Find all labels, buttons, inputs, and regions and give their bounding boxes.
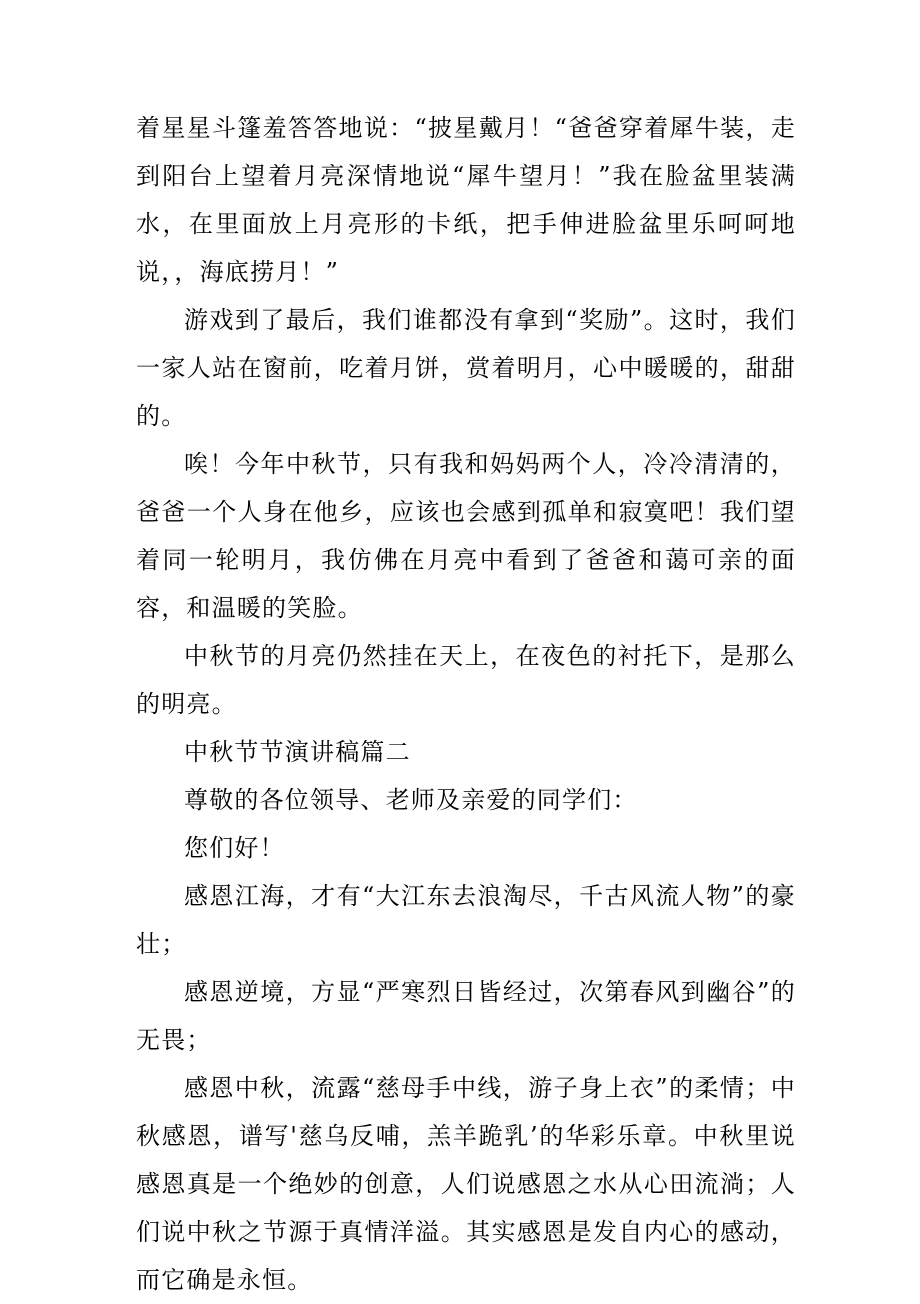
paragraph-continuation: 着星星斗篷羞答答地说：“披星戴月！“爸爸穿着犀牛装，走到阳台上望着月亮深情地说“犀牛望月！”我在脸盆里装满水，在里面放上月亮形的卡纸，把手伸进脸盆里乐呵呵地说，，海底捞月！”: [136, 114, 796, 286]
greeting: 您们好！: [184, 834, 285, 862]
paragraph-this-year: 唉！今年中秋节，只有我和妈妈两个人，冷冷清清的，爸爸一个人身在他乡，应该也会感到孤单和寂寞吧！我们望着同一轮明月，我仿佛在月亮中看到了爸爸和蔼可亲的面容，和温暖的笑脸。: [136, 450, 796, 622]
paragraph-game-ending: 游戏到了最后，我们谁都没有拿到“奖励”。这时，我们一家人站在窗前，吃着月饼，赏着明月，心中暖暖的，甜甜的。: [136, 306, 796, 430]
salutation: 尊敬的各位领导、老师及亲爱的同学们：: [184, 786, 638, 814]
section-heading: 中秋节节演讲稿篇二: [184, 738, 411, 766]
document-body: [136, 104, 796, 1304]
paragraph-gratitude-rivers: 感恩江海，才有“大江东去浪淘尽，千古风流人物”的豪壮；: [136, 882, 796, 958]
paragraph-gratitude-mid-autumn: 感恩中秋，流露“慈母手中线，游子身上衣”的柔情；中秋感恩，谱写'慈乌反哺，羔羊跪乳’的华彩乐章。中秋里说感恩真是一个绝妙的创意，人们说感恩之水从心田流淌；人们说中秋之节源于真情洋溢。其实感恩是发自内心的感动，而它确是永恒。: [136, 1074, 796, 1294]
paragraph-gratitude-adversity: 感恩逆境，方显“严寒烈日皆经过，次第春风到幽谷”的无畏；: [136, 978, 796, 1054]
paragraph-moon-bright: 中秋节的月亮仍然挂在天上，在夜色的衬托下，是那么的明亮。: [136, 642, 796, 718]
